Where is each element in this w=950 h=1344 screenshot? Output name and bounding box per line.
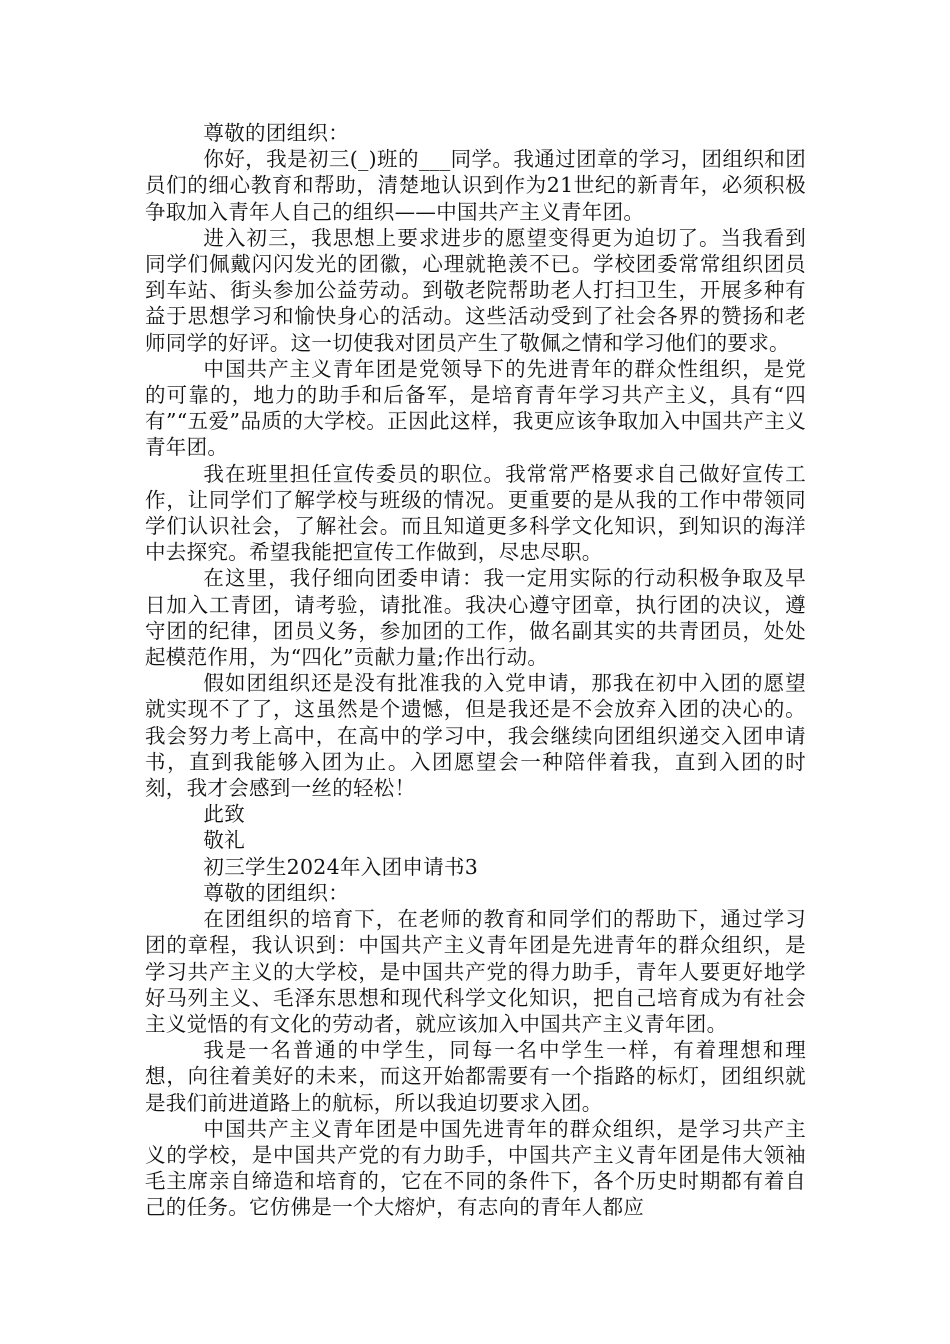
paragraph: 你好，我是初三(_)班的___同学。我通过团章的学习，团组织和团员们的细心教育和帮助，清楚地认识到作为21世纪的新青年，必须积极争取加入青年人自己的组织——中国共产主义青年团。 <box>145 147 806 224</box>
paragraph: 在团组织的培育下，在老师的教育和同学们的帮助下，通过学习团的章程，我认识到：中国共产主义青年团是先进青年的群众组织，是学习共产主义的大学校，是中国共产党的得力助手，青年人要更好地学好马列主义、毛泽东思想和现代科学文化知识，把自己培育成为有社会主义觉悟的有文化的劳动者，就应该加入中国共产主义青年团。 <box>145 907 806 1036</box>
paragraph: 中国共产主义青年团是中国先进青年的群众组织，是学习共产主义的学校，是中国共产党的有力助手，中国共产主义青年团是伟大领袖毛主席亲自缔造和培育的，它在不同的条件下，各个历史时期都有着自己的任务。它仿佛是一个大熔炉，有志向的青年人都应 <box>145 1116 806 1220</box>
paragraph: 我在班里担任宣传委员的职位。我常常严格要求自己做好宣传工作，让同学们了解学校与班级的情况。更重要的是从我的工作中带领同学们认识社会，了解社会。而且知道更多科学文化知识，到知识的海洋中去探究。希望我能把宣传工作做到，尽忠尽职。 <box>145 461 806 565</box>
paragraph: 进入初三，我思想上要求进步的愿望变得更为迫切了。当我看到同学们佩戴闪闪发光的团徽，心理就艳羡不已。学校团委常常组织团员到车站、街头参加公益劳动。到敬老院帮助老人打扫卫生，开展多种有益于思想学习和愉快身心的活动。这些活动受到了社会各界的赞扬和老师同学的好评。这一切使我对团员产生了敬佩之情和学习他们的要求。 <box>145 225 806 355</box>
paragraph: 我是一名普通的中学生，同每一名中学生一样，有着理想和理想，向往着美好的未来，而这开始都需要有一个指路的标灯，团组织就是我们前进道路上的航标，所以我迫切要求入团。 <box>145 1038 806 1115</box>
paragraph: 中国共产主义青年团是党领导下的先进青年的群众性组织，是党的可靠的，地力的助手和后备军，是培育青年学习共产主义，具有“四有”“五爱”品质的大学校。正因此这样，我更应该争取加入中国共产主义青年团。 <box>145 356 806 460</box>
paragraph: 在这里，我仔细向团委申请：我一定用实际的行动积极争取及早日加入工青团，请考验，请批准。我决心遵守团章，执行团的决议，遵守团的纪律，团员义务，参加团的工作，做名副其实的共青团员，处处起模范作用，为“四化”贡献力量;作出行动。 <box>145 566 806 670</box>
closing-line: 此致 <box>203 802 246 827</box>
salutation: 尊敬的团组织： <box>203 880 350 905</box>
salutation: 尊敬的团组织： <box>203 121 350 145</box>
document-page <box>145 120 806 1221</box>
section-heading: 初三学生2024年入团申请书3 <box>203 854 479 879</box>
closing-line: 敬礼 <box>203 828 246 853</box>
paragraph: 假如团组织还是没有批准我的入党申请，那我在初中入团的愿望就实现不了了，这虽然是个遗憾，但是我还是不会放弃入团的决心的。我会努力考上高中，在高中的学习中，我会继续向团组织递交入团申请书，直到我能够入团为止。入团愿望会一种陪伴着我，直到入团的时刻，我才会感到一丝的轻松！ <box>145 671 806 801</box>
